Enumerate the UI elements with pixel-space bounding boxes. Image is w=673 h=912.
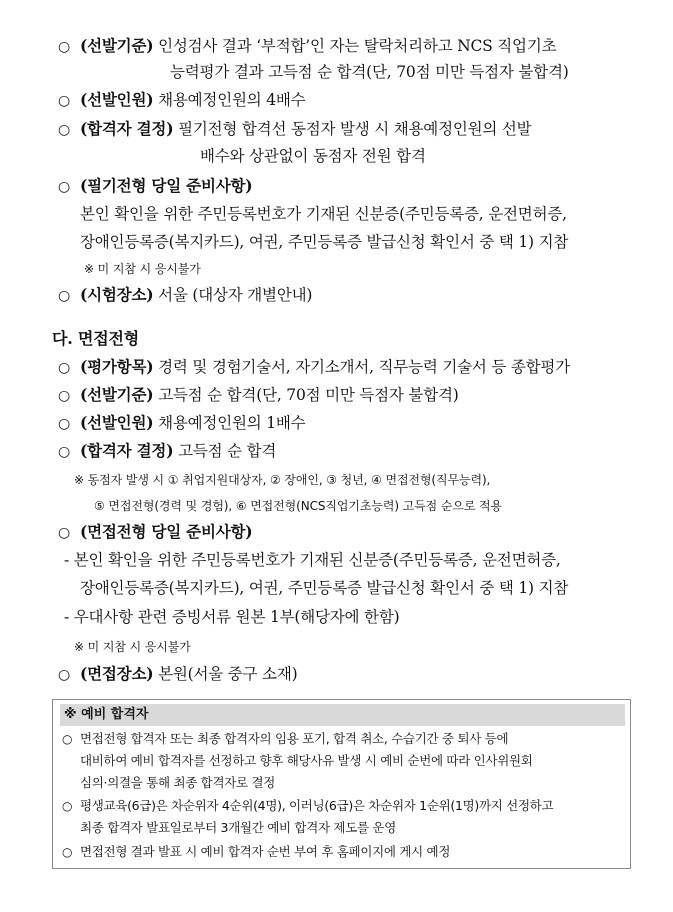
written-criteria-text-cont: 능력평가 결과 고득점 순 합격(단, 70점 미만 득점자 불합격): [170, 63, 569, 81]
written-count-label: (선발인원): [80, 90, 154, 109]
interview-count-label: (선발인원): [80, 413, 154, 432]
interview-decision-line: [58, 441, 276, 462]
interview-tie-note-1: ※ 동점자 발생 시 ① 취업지원대상자, ② 장애인, ③ 청년, ④ 면접전형(직무능력),: [74, 473, 491, 487]
interview-heading: 다. 면접전형: [52, 329, 140, 348]
interview-eval-text: 경력 및 경험기술서, 자기소개서, 직무능력 기술서 등 종합평가: [158, 358, 570, 376]
written-count-line: [58, 90, 305, 111]
interview-prep-text-3: - 우대사항 관련 증빙서류 원본 1부(해당자에 한함): [64, 608, 400, 626]
written-decision-line-2: [200, 146, 426, 166]
interview-prep-note: ※ 미 지참 시 응시불가: [74, 640, 191, 654]
bullet-circle: ○: [58, 667, 71, 683]
written-criteria-label: (선발기준): [80, 36, 154, 55]
written-place-label: (시험장소): [80, 285, 154, 304]
interview-prep-line: [58, 522, 252, 543]
written-prep-label: (필기전형 당일 준비사항): [80, 176, 253, 195]
reserve-item-3-line-1: [62, 843, 450, 861]
written-count-text: 채용예정인원의 4배수: [158, 91, 306, 109]
bullet-circle: ○: [62, 845, 73, 859]
bullet-circle: ○: [58, 288, 71, 304]
interview-place-line: [58, 664, 297, 685]
reserve-item-1-line-3: 심의·의결을 통해 최종 합격자로 결정: [80, 775, 275, 790]
bullet-circle: ○: [62, 799, 73, 813]
reserve-item-2-text: 평생교육(6급)은 차순위자 4순위(4명), 이러닝(6급)은 차순위자 1순위(1명)까지 선정하고: [80, 798, 554, 813]
interview-prep-text-2: 장애인등록증(복지카드), 여권, 주민등록증 발급신청 확인서 중 택 1) 지참: [80, 579, 569, 597]
interview-eval-label: (평가항목): [80, 357, 154, 376]
interview-criteria-text: 고득점 순 합격(단, 70점 미만 득점자 불합격): [158, 386, 459, 404]
written-prep-line: [58, 176, 252, 197]
bullet-circle: ○: [58, 122, 71, 138]
reserve-item-2-line-2: 최종 합격자 발표일로부터 3개월간 예비 합격자 제도를 운영: [80, 820, 396, 835]
interview-count-text: 채용예정인원의 1배수: [158, 414, 306, 432]
bullet-circle: ○: [58, 388, 71, 404]
bullet-circle: ○: [58, 93, 71, 109]
reserve-notice-title: ※ 예비 합격자: [60, 704, 625, 726]
interview-eval-line: [58, 357, 570, 378]
interview-criteria-line: [58, 385, 459, 406]
written-prep-text-1: 본인 확인을 위한 주민등록번호가 기재된 신분증(주민등록증, 운전면허증,: [80, 205, 567, 223]
interview-prep-label: (면접전형 당일 준비사항): [80, 522, 253, 541]
reserve-item-3-text: 면접전형 결과 발표 시 예비 합격자 순번 부여 후 홈페이지에 게시 예정: [80, 844, 451, 859]
written-decision-text-cont: 배수와 상관없이 동점자 전원 합격: [200, 147, 426, 165]
bullet-circle: ○: [58, 179, 71, 195]
written-prep-note: ※ 미 지참 시 응시불가: [84, 262, 201, 276]
reserve-item-1-line-2: 대비하여 예비 합격자를 선정하고 향후 해당사유 발생 시 예비 순번에 따라 인사위원회: [80, 753, 533, 768]
bullet-circle: ○: [58, 525, 71, 541]
written-criteria-line-2: [170, 62, 569, 82]
written-decision-label: (합격자 결정): [80, 119, 174, 138]
interview-decision-label: (합격자 결정): [80, 441, 174, 460]
bullet-circle: ○: [58, 444, 71, 460]
interview-count-line: [58, 413, 305, 434]
written-criteria-text: 인성검사 결과 ‘부적합’인 자는 탈락처리하고 NCS 직업기초: [158, 37, 557, 55]
reserve-item-2-line-1: [62, 797, 553, 815]
interview-tie-note-2: ⑤ 면접전형(경력 및 경험), ⑥ 면접전형(NCS직업기초능력) 고득점 순으로 적용: [94, 499, 503, 513]
reserve-item-1-line-1: [62, 730, 508, 748]
written-decision-line-1: [58, 119, 531, 140]
written-criteria-line-1: [58, 36, 556, 57]
written-decision-text: 필기전형 합격선 동점자 발생 시 채용예정인원의 선발: [178, 120, 532, 138]
interview-place-text: 본원(서울 중구 소재): [158, 665, 298, 683]
interview-place-label: (면접장소): [80, 664, 154, 683]
written-place-line: [58, 285, 312, 306]
interview-criteria-label: (선발기준): [80, 385, 154, 404]
bullet-circle: ○: [62, 732, 73, 746]
bullet-circle: ○: [58, 360, 71, 376]
interview-prep-text-1: - 본인 확인을 위한 주민등록번호가 기재된 신분증(주민등록증, 운전면허증,: [64, 551, 561, 569]
bullet-circle: ○: [58, 39, 71, 55]
bullet-circle: ○: [58, 416, 71, 432]
interview-decision-text: 고득점 순 합격: [178, 442, 277, 460]
reserve-item-1-text: 면접전형 합격자 또는 최종 합격자의 임용 포기, 합격 취소, 수습기간 중 퇴사 등에: [80, 731, 509, 746]
written-place-text: 서울 (대상자 개별안내): [158, 286, 313, 304]
written-prep-text-2: 장애인등록증(복지카드), 여권, 주민등록증 발급신청 확인서 중 택 1) 지참: [80, 233, 569, 251]
